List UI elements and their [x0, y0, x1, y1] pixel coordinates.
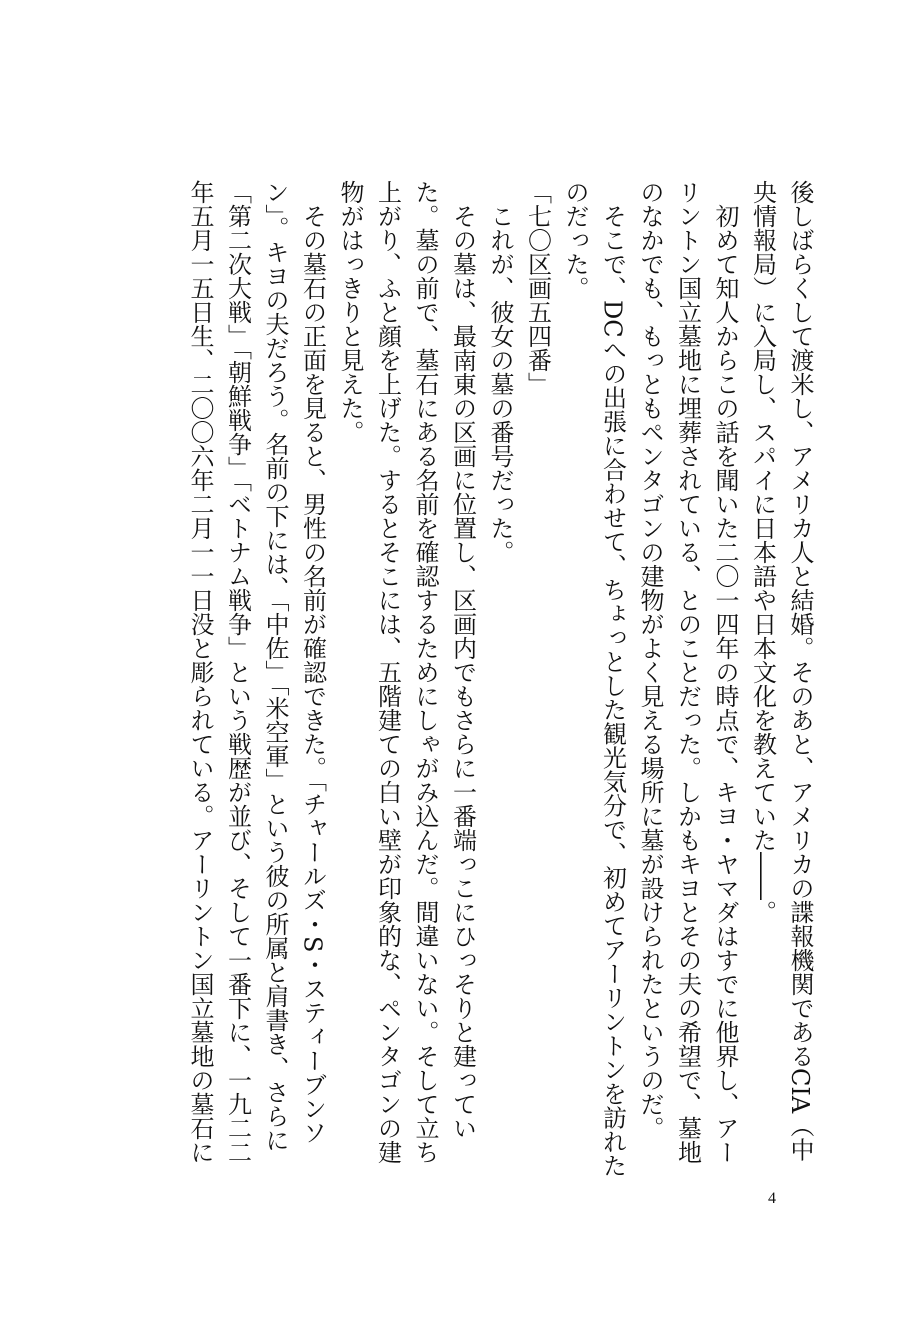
vertical-text-body: [78, 180, 818, 1180]
paragraph: 初めて知人からこの話を聞いた二〇一四年の時点で、キヨ・ヤマダはすでに他界し、アーリントン国立墓地に埋葬されている、とのことだった。しかもキヨとその夫の希望で、墓地のなかでも、もっともペンタゴンの建物がよく見える場所に墓が設けられたというのだ。: [636, 180, 739, 1164]
paragraph: その墓石の正面を見ると、男性の名前が確認できた。「チャールズ・S・スティーブンソン」。キヨの夫だろう。名前の下には、「中佐」「米空軍」という彼の所属と肩書き、さらに「第二次大戦」「朝鮮戦争」「ベトナム戦争」という戦歴が並び、そして一番下に、一九二二年五月一五日生、二〇〇六年二月一一日没と彫られている。アーリントン国立墓地の墓石に: [186, 180, 327, 1164]
paragraph: その墓は、最南東の区画に位置し、区画内でもさらに一番端っこにひっそりと建っていた。墓の前で、墓石にある名前を確認するためにしゃがみ込んだ。間違いない。そして立ち上がり、ふと顔を上げた。するとそこには、五階建ての白い壁が印象的な、ペンタゴンの建物がはっきりと見えた。: [336, 180, 477, 1164]
paragraph: 「七〇区画五四番」: [523, 180, 552, 396]
paragraph: これが、彼女の墓の番号だった。: [486, 204, 514, 564]
paragraph: 後しばらくして渡米し、アメリカ人と結婚。そのあと、アメリカの諜報機関であるCIA（中央情報局）に入局し、スパイに日本語や日本文化を教えていた――。: [748, 180, 814, 1162]
paragraph: そこで、DCへの出張に合わせて、ちょっとした観光気分で、初めてアーリントンを訪れたのだった。: [561, 180, 627, 1178]
page-number: 4: [768, 1190, 776, 1207]
